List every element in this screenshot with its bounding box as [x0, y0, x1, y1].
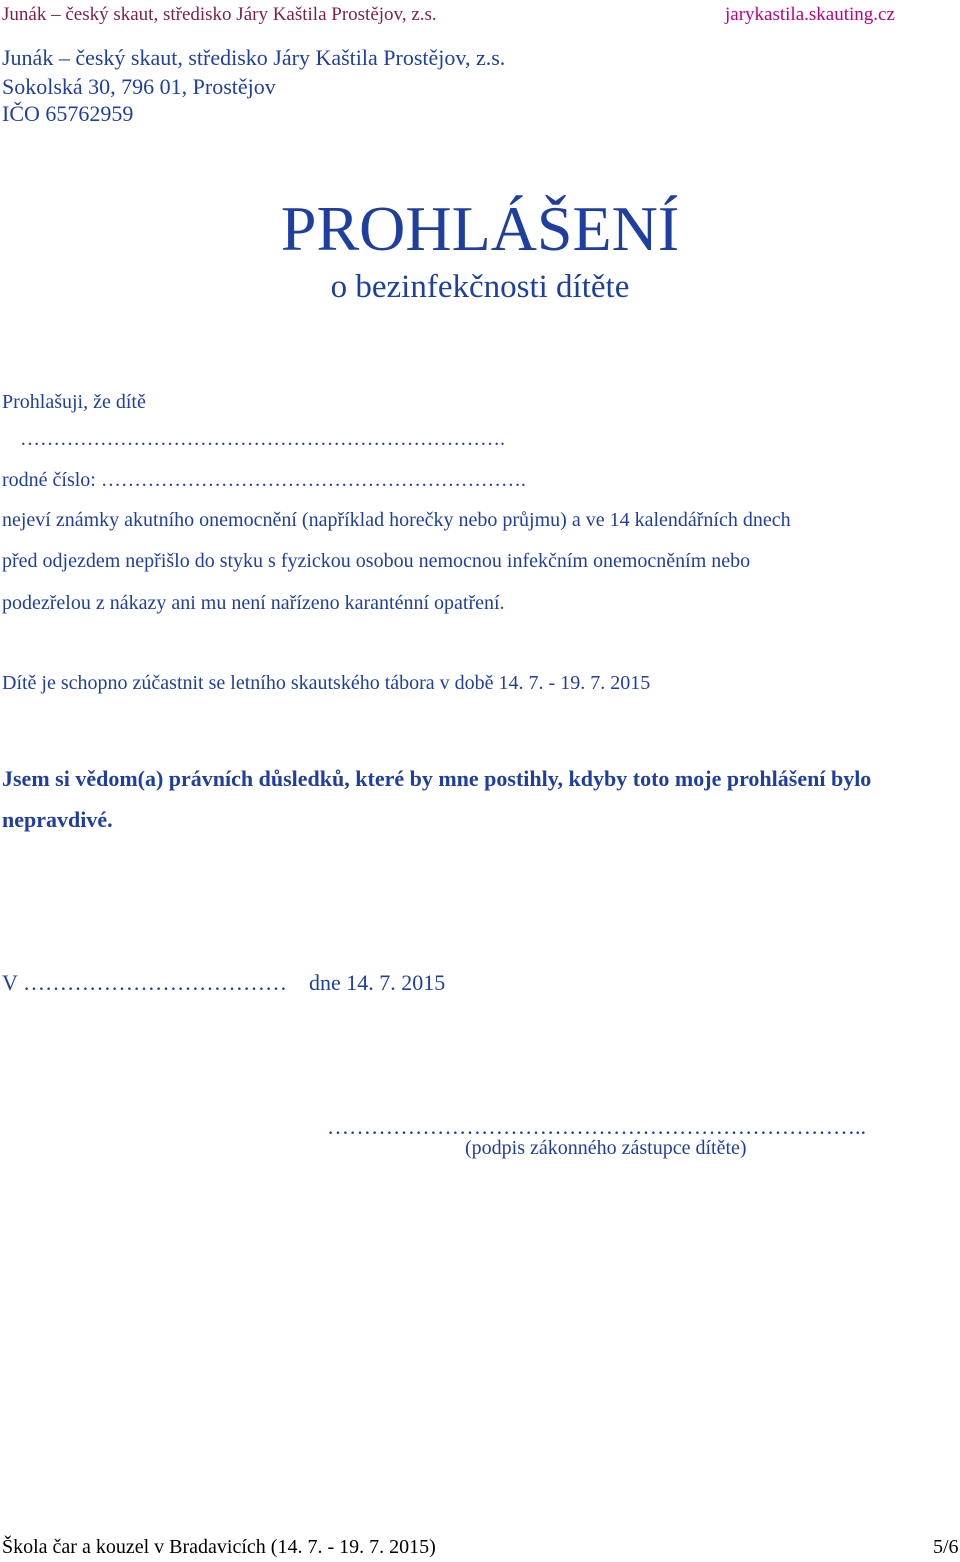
capability-statement: Dítě je schopno zúčastnit se letního skautského tábora v době 14. 7. - 19. 7. 2015	[2, 672, 651, 694]
child-name-blank: ……………………………………………………………….	[20, 428, 505, 450]
document-title: PROHLÁŠENÍ	[280, 193, 680, 264]
intro-text: Prohlašuji, že dítě	[2, 391, 146, 413]
date-text: dne 14. 7. 2015	[309, 970, 446, 995]
signature-line: ………………………………………………………………..	[327, 1114, 866, 1139]
page-number: 5/6	[933, 1536, 959, 1558]
place-date-line	[2, 970, 445, 996]
document-subtitle: o bezinfekčnosti dítěte	[330, 269, 630, 305]
declaration-line: podezřelou z nákazy ani mu není nařízeno karanténní opatření.	[2, 592, 505, 614]
birth-number-field: rodné číslo: ……………………………………………………….	[2, 469, 526, 491]
running-header-title: Junák – český skaut, středisko Járy Kaštila Prostějov, z.s.	[2, 4, 437, 25]
organization-name: Junák – český skaut, středisko Járy Kaštila Prostějov, z.s.	[2, 45, 506, 70]
declaration-line: nejeví známky akutního onemocnění (například horečky nebo průjmu) a ve 14 kalendářních dnech	[2, 509, 791, 531]
declaration-line: před odjezdem nepřišlo do styku s fyzickou osobou nemocnou infekčním onemocněním nebo	[2, 550, 751, 572]
organization-address: Sokolská 30, 796 01, Prostějov	[2, 74, 276, 99]
legal-consequences-note: Jsem si vědom(a) právních důsledků, které by mne postihly, kdyby toto moje prohlášení bylo nepravdivé.	[2, 766, 872, 832]
organization-ico: IČO 65762959	[2, 101, 134, 126]
signature-label: (podpis zákonného zástupce dítěte)	[465, 1137, 747, 1159]
website-link[interactable]: jarykastila.skauting.cz	[725, 4, 895, 25]
place-field: V ………………………………	[2, 970, 287, 995]
footer-event-title: Škola čar a kouzel v Bradavicích (14. 7. - 19. 7. 2015)	[2, 1536, 436, 1558]
